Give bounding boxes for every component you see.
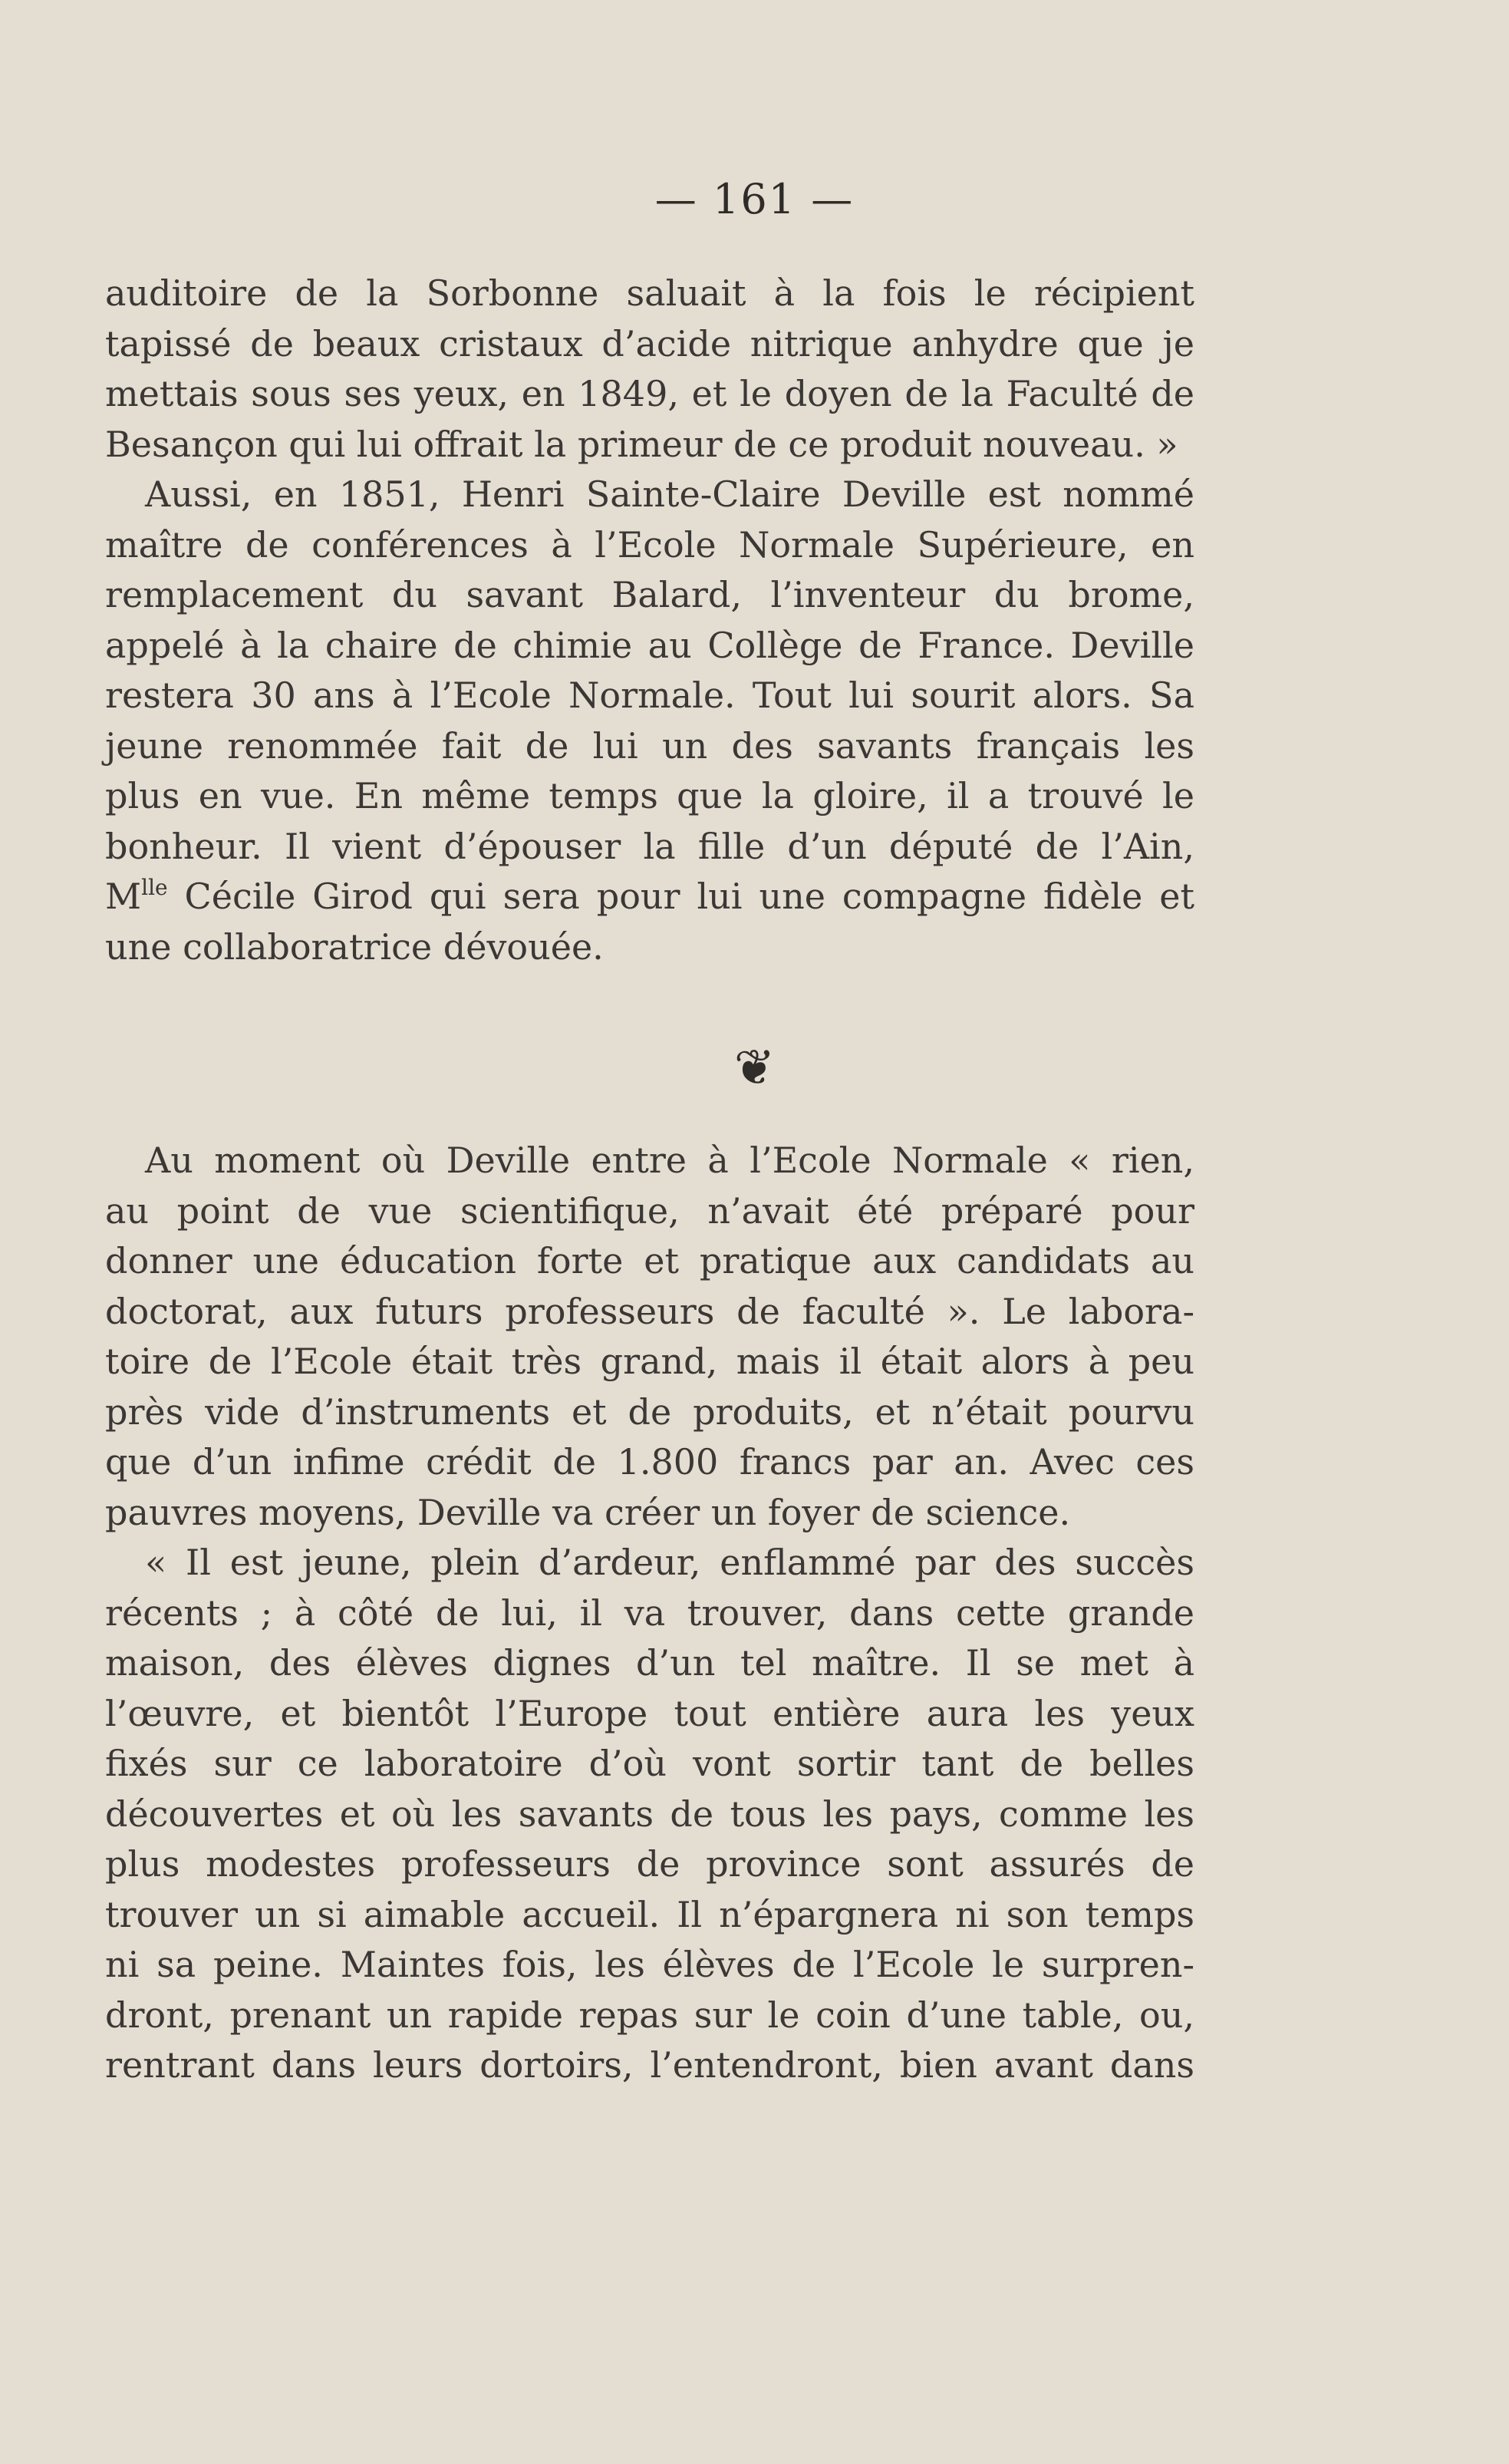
text-line: au point de vue scientifique, n’avait été préparé pour: [105, 1189, 1194, 1232]
paragraph-block-2: [105, 1136, 1194, 2091]
text-line: une collaboratrice dévouée.: [105, 925, 604, 968]
text-line: bonheur. Il vient d’épouser la fille d’un député de l’Ain,: [105, 825, 1194, 867]
text-line: récents ; à côté de lui, il va trouver, dans cette grande: [105, 1592, 1194, 1634]
text-line: l’œuvre, et bientôt l’Europe tout entière aura les yeux: [105, 1692, 1194, 1734]
text-line: ni sa peine. Maintes fois, les élèves de l’Ecole le surpren-: [105, 1944, 1194, 1985]
text-fragment: M: [105, 876, 142, 917]
paragraph-block-1: [105, 269, 1194, 972]
text-line: Besançon qui lui offrait la primeur de ce produit nouveau. »: [105, 423, 1178, 465]
fleuron-ornament-icon: ❦: [733, 1040, 776, 1097]
text-line: remplacement du savant Balard, l’inventeur du brome,: [105, 574, 1194, 615]
text-line: plus modestes professeurs de province sont assurés de: [105, 1843, 1194, 1885]
text-line: maître de conférences à l’Ecole Normale Supérieure, en: [105, 523, 1194, 566]
text-fragment: Cécile Girod qui sera pour lui une compagne fidèle et: [167, 876, 1194, 917]
text-line: trouver un si aimable accueil. Il n’épargnera ni son temps: [105, 1893, 1194, 1935]
text-line: « Il est jeune, plein d’ardeur, enflammé par des succès: [145, 1542, 1194, 1583]
text-line: auditoire de la Sorbonne saluait à la fois le récipient: [105, 272, 1194, 314]
text-line: près vide d’instruments et de produits, et n’était pourvu: [105, 1390, 1194, 1433]
text-line: doctorat, aux futurs professeurs de faculté ». Le labora-: [105, 1290, 1194, 1332]
text-line: fixés sur ce laboratoire d’où vont sortir tant de belles: [105, 1743, 1194, 1784]
page-number: — 161 —: [654, 175, 855, 223]
text-line: rentrant dans leurs dortoirs, l’entendront, bien avant dans: [105, 2044, 1194, 2086]
text-line: toire de l’Ecole était très grand, mais il était alors à peu: [105, 1341, 1194, 1382]
text-line: Aussi, en 1851, Henri Sainte-Claire Deville est nommé: [145, 473, 1194, 515]
text-line: mettais sous ses yeux, en 1849, et le doyen de la Faculté de: [105, 373, 1194, 414]
text-line: tapissé de beaux cristaux d’acide nitrique anhydre que je: [105, 322, 1194, 364]
text-line: dront, prenant un rapide repas sur le coin d’une table, ou,: [105, 1994, 1194, 2036]
text-line: pauvres moyens, Deville va créer un foyer de science.: [105, 1491, 1071, 1533]
text-line: plus en vue. En même temps que la gloire, il a trouvé le: [105, 775, 1194, 816]
text-line: restera 30 ans à l’Ecole Normale. Tout lui sourit alors. Sa: [105, 675, 1194, 716]
text-line-with-superscript: [105, 872, 1194, 922]
text-line: Au moment où Deville entre à l’Ecole Normale « rien,: [145, 1140, 1194, 1181]
text-line: jeune renommée fait de lui un des savants français les: [105, 724, 1194, 767]
text-line: appelé à la chaire de chimie au Collège de France. Deville: [105, 624, 1194, 666]
text-line: donner une éducation forte et pratique aux candidats au: [105, 1240, 1194, 1281]
superscript: lle: [141, 875, 168, 900]
text-line: découvertes et où les savants de tous les pays, comme les: [105, 1793, 1194, 1835]
text-line: que d’un infime crédit de 1.800 francs par an. Avec ces: [105, 1441, 1194, 1483]
text-line: maison, des élèves dignes d’un tel maître. Il se met à: [105, 1642, 1194, 1684]
